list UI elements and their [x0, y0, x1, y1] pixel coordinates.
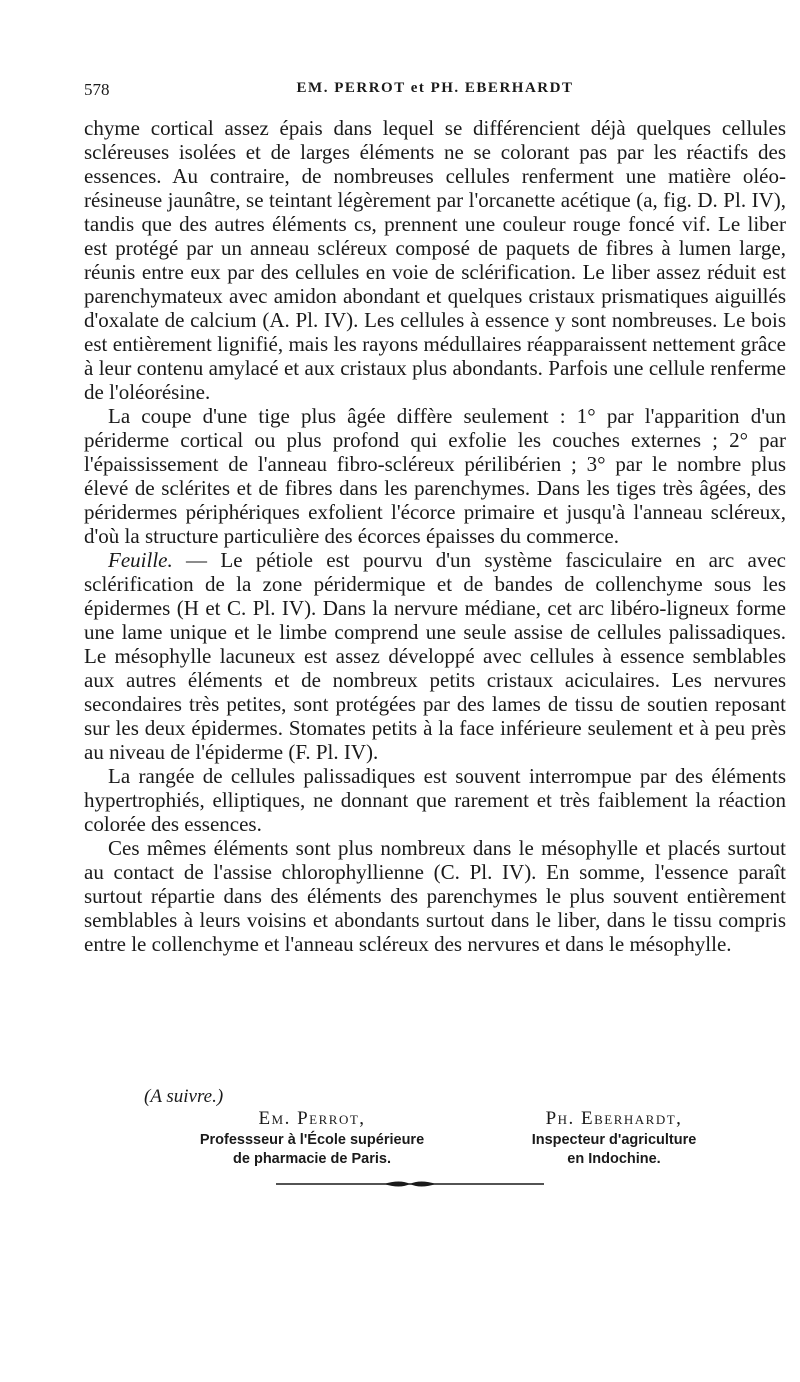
paragraph-leaf	[84, 548, 786, 764]
signature-name: Ph. Eberhardt,	[545, 1108, 683, 1129]
page-number: 578	[84, 80, 110, 99]
paragraph-stem-continued: chyme cortical assez épais dans lequel se différencient déjà quelques cellules scléreuses isolées et de larges éléments ne se colorant pas par les réactifs des essences. Au contraire, de nombreuses cellules renferment une matière oléo-résineuse jaunâtre, se teintant légèrement par l'orcanette acétique (a, fig. D. Pl. IV), tandis que des autres éléments cs, prennent une couleur rouge foncé vif. Le liber est protégé par un anneau scléreux composé de paquets de fibres à lumen large, réunis entre eux par des cellules en voie de sclérification. Le liber assez réduit est parenchymateux avec amidon abondant et quelques cristaux prismatiques aiguillés d'oxalate de calcium (A. Pl. IV). Les cellules à essence y sont nombreuses. Le bois est entièrement lignifié, mais les rayons médullaires réapparaissent nettement grâce à leur contenu amylacé et aux cristaux plus abondants. Parfois une cellule renferme de l'oléorésine.	[84, 116, 786, 404]
paragraph-summary: Ces mêmes éléments sont plus nombreux dans le mésophylle et placés surtout au contact de l'assise chlorophyllienne (C. Pl. IV). En somme, l'essence paraît surtout répartie dans des éléments des parenchymes le plus souvent entièrement semblables à leurs voisins et abondants surtout dans le liber, dans le tissu compris entre le collenchyme et l'anneau scléreux des nervures et dans le mésophylle.	[84, 836, 786, 956]
paragraph-leaf-body: — Le pétiole est pourvu d'un système fasciculaire en arc avec sclérification de la zone péridermique et de bandes de collenchyme sous les épidermes (H et C. Pl. IV). Dans la nervure médiane, cet arc libéro-ligneux forme une lame unique et le limbe comprend une seule assise de cellules palissadiques. Le mésophylle lacuneux est assez développé avec cellules à essence semblables aux autres éléments et de nombreux petits cristaux aciculaires. Les nervures secondaires très petites, sont protégées par des lames de tissu de soutien reposant sur les deux épidermes. Stomates petits à la face inférieure seulement et à peu près au niveau de l'épiderme (F. Pl. IV).	[84, 548, 786, 764]
header-authors: EM. PERROT et PH. EBERHARDT	[296, 80, 574, 96]
running-head	[84, 80, 786, 104]
signature-title-line: Inspecteur d'agriculture	[531, 1132, 697, 1148]
to-be-continued-note: (A suivre.)	[144, 1086, 224, 1107]
signature-title-line: Professseur à l'École supérieure	[199, 1132, 425, 1148]
signature-title-line: de pharmacie de Paris.	[233, 1151, 391, 1167]
signature-name: Em. Perrot,	[258, 1108, 366, 1129]
body-text	[84, 116, 786, 956]
paragraph-older-stem: La coupe d'une tige plus âgée diffère seulement : 1° par l'apparition d'un périderme cortical ou plus profond qui exfolie les couches externes ; 2° par l'épaississement de l'anneau fibro-scléreux périlibérien ; 3° par le nombre plus élevé de sclérites et de fibres dans les parenchymes. Dans les tiges très âgées, des péridermes périphériques exfolient l'écorce primaire et jusqu'à l'anneau scléreux, d'où la structure particulière des écorces épaisses du commerce.	[84, 404, 786, 548]
signature-eberhardt	[504, 1108, 724, 1168]
paragraph-palisade: La rangée de cellules palissadiques est souvent interrompue par des éléments hypertrophiés, elliptiques, ne donnant que rarement et très faiblement la réaction colorée des essences.	[84, 764, 786, 836]
closing-ornament-rule	[276, 1177, 544, 1191]
section-heading-leaf: Feuille.	[108, 548, 173, 572]
signature-title-line: en Indochine.	[567, 1151, 661, 1167]
signature-perrot	[162, 1108, 462, 1168]
